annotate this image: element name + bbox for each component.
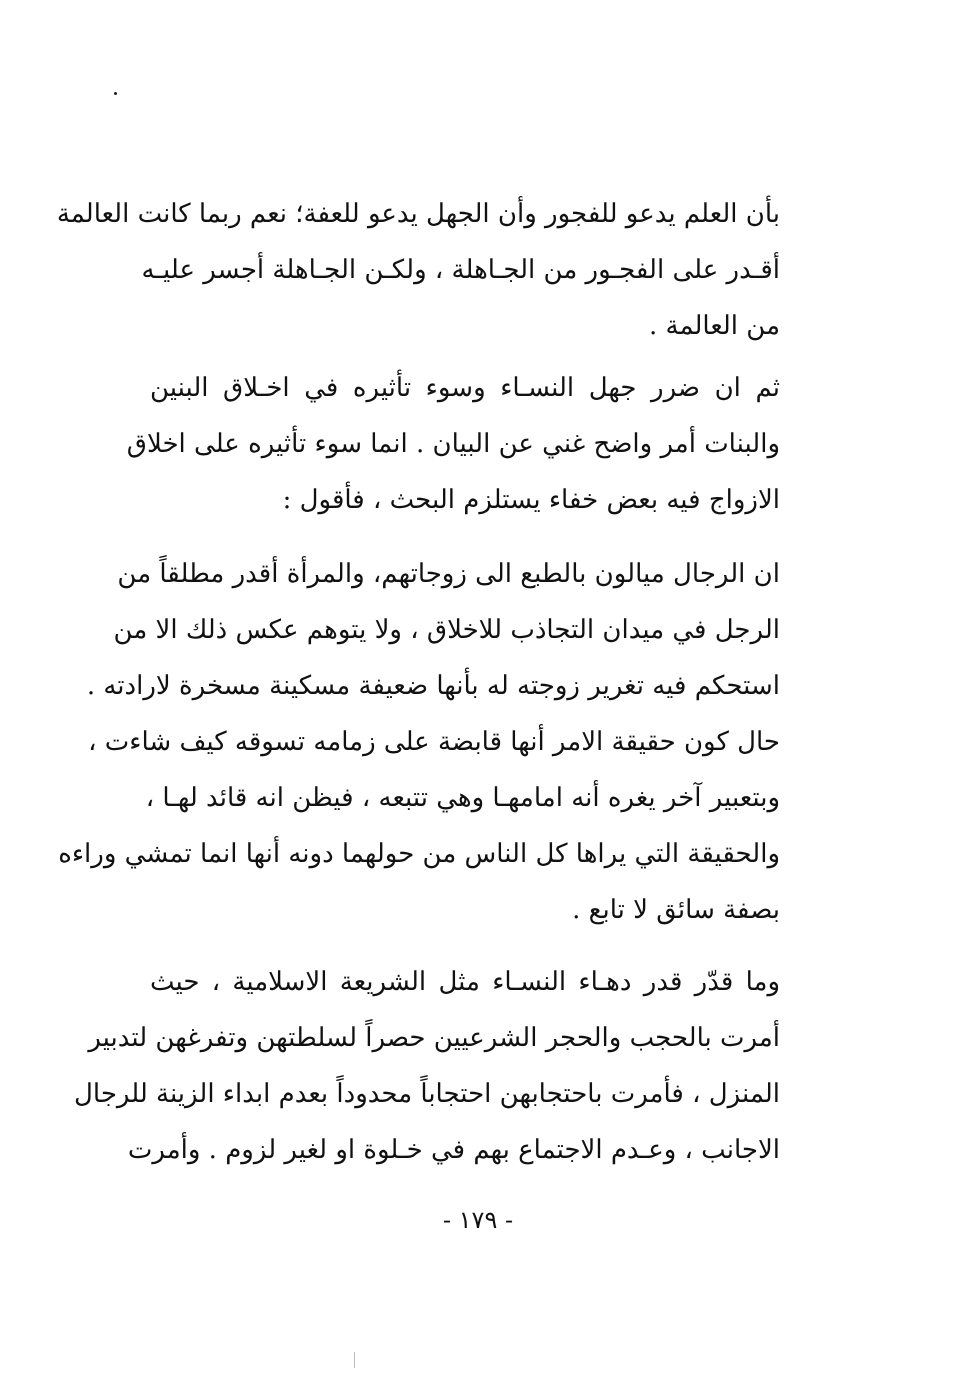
text-line: حال كون حقيقة الامر أنها قابضة على زمامه تسوقه كيف شاءت ، — [88, 727, 780, 757]
text-line: أمرت بالحجب والحجر الشرعيين حصراً لسلطتهن وتفرغهن لتدبير — [88, 1023, 780, 1053]
text-line: الازواج فيه بعض خفاء يستلزم البحث ، فأقول : — [282, 485, 780, 515]
text-line: الرجل في ميدان التجاذب للاخلاق ، ولا يتوهم عكس ذلك الا من — [113, 615, 780, 645]
text-line: والحقيقة التي يراها كل الناس من حولهما دونه أنها انما تمشي وراءه — [58, 839, 780, 869]
paragraph-4 — [74, 954, 780, 1178]
text-line: أقـدر على الفجـور من الجـاهلة ، ولكـن الجـاهلة أجسر عليـه — [141, 255, 780, 285]
text-line: ثم ان ضرر جهل النسـاء وسوء تأثيره في اخـلاق البنين — [150, 373, 780, 403]
text-line: من العالمة . — [648, 311, 780, 341]
text-line: وما قدّر قدر دهـاء النسـاء مثل الشريعة الاسلامية ، حيث — [150, 967, 780, 997]
scan-mark — [354, 1352, 355, 1368]
text-line: بأن العلم يدعو للفجور وأن الجهل يدعو للعفة؛ نعم ربما كانت العالمة — [56, 199, 780, 229]
ink-speck — [114, 92, 117, 95]
paragraph-2 — [126, 360, 780, 528]
text-line: الاجانب ، وعـدم الاجتماع بهم في خـلوة او لغير لزوم . وأمرت — [127, 1135, 780, 1165]
paragraph-3 — [58, 546, 780, 938]
text-line: وبتعبير آخر يغره أنه امامهـا وهي تتبعه ، فيظن انه قائد لهـا ، — [145, 783, 780, 813]
text-line: المنزل ، فأمرت باحتجابهن احتجاباً محدوداً بعدم ابداء الزينة للرجال — [74, 1079, 780, 1109]
paragraph-1 — [56, 186, 780, 354]
text-line: استحكم فيه تغرير زوجته له بأنها ضعيفة مسكينة مسخرة لارادته . — [86, 671, 780, 701]
page-number: - ١٧٩ - — [442, 1206, 514, 1234]
text-line: والبنات أمر واضح غني عن البيان . انما سوء تأثيره على اخلاق — [126, 429, 780, 459]
text-line: ان الرجال ميالون بالطبع الى زوجاتهم، والمرأة أقدر مطلقاً من — [117, 559, 780, 589]
text-line: بصفة سائق لا تابع . — [572, 895, 780, 925]
